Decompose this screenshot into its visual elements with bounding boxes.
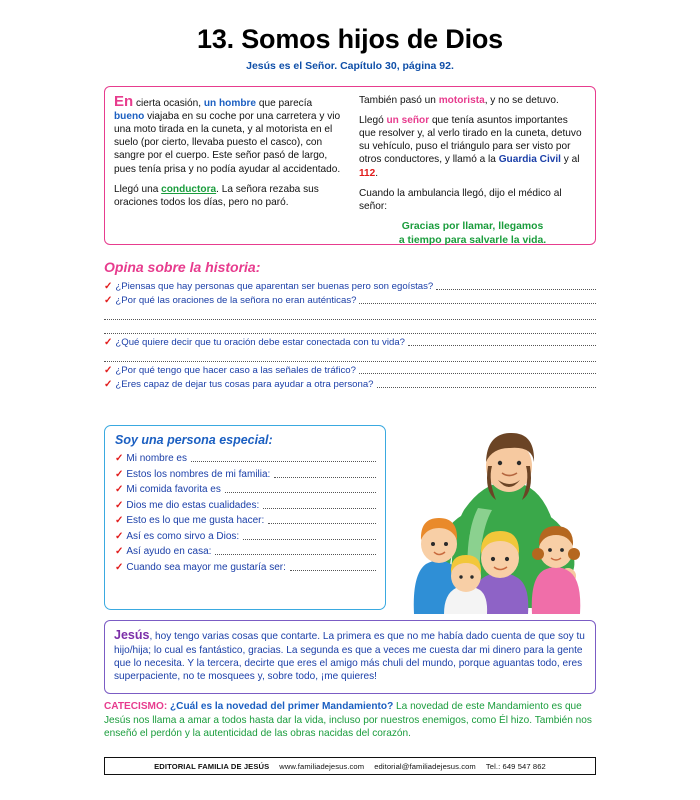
footer-bar: [104, 757, 596, 775]
story-text: También pasó un: [359, 95, 439, 106]
check-icon: ✓: [104, 295, 113, 306]
story-highlight: conductora: [161, 183, 217, 195]
page-subtitle: Jesús es el Señor. Capítulo 30, página 92.: [246, 60, 454, 72]
story-paragraph: [114, 183, 341, 209]
prayer-lead: Jesús: [114, 628, 150, 642]
story-paragraph: [359, 187, 586, 213]
story-text: , y no se detuvo.: [484, 95, 559, 106]
catechism-question: ¿Cuál es la novedad del primer Mandamiento?: [170, 701, 394, 712]
special-person-box: [104, 425, 386, 610]
story-text: Llegó: [359, 115, 387, 127]
check-icon: ✓: [104, 365, 113, 376]
special-person-row: [115, 453, 376, 464]
story-highlight: En: [114, 93, 134, 110]
answer-line[interactable]: [215, 547, 376, 555]
opinion-heading: Opina sobre la historia:: [104, 259, 261, 275]
catechism-section: [104, 700, 596, 741]
check-icon: ✓: [104, 379, 113, 390]
story-text: viajaba en su coche por una carretera y vio una moto tirada en la cuneta, y al motorista en el suelo (por cierto, llevaba puesto el casco), con sangre por el cuerpo. Este señor pasó de largo, pues tenía prisa y no podía ayudar al accidentado.: [114, 111, 341, 175]
answer-line[interactable]: [191, 454, 376, 462]
check-icon: ✓: [115, 499, 124, 511]
story-column-left: [105, 87, 350, 244]
answer-line[interactable]: [274, 470, 376, 478]
story-highlight: Guardia Civil: [498, 154, 561, 166]
opinion-section: [104, 259, 596, 393]
story-text: que tenía asuntos importantes que resolver y, al verlo tirado en la cuneta, detuvo su vehículo, puso el triángulo para ser visto por otros conductores, y llamó a la: [359, 115, 582, 166]
special-person-label: Mi comida favorita es: [126, 484, 221, 495]
prayer-box: [104, 620, 596, 694]
special-person-row: [115, 500, 376, 511]
opinion-question-row: [104, 337, 596, 348]
catechism-label: CATECISMO:: [104, 701, 168, 712]
story-text: . La señora rezaba sus oraciones todos los días, pero no paró.: [114, 183, 319, 208]
story-text: y al: [560, 154, 580, 166]
story-paragraph: [359, 114, 586, 180]
special-person-label: Estos los nombres de mi familia:: [126, 468, 271, 480]
special-person-label: Esto es lo que me gusta hacer:: [126, 515, 265, 526]
opinion-question-text: ¿Por qué tengo que hacer caso a las señales de tráfico?: [115, 365, 356, 376]
opinion-question-text: ¿Qué quiere decir que tu oración debe estar conectada con tu vida?: [115, 337, 405, 348]
story-highlight: un hombre: [203, 98, 257, 109]
story-highlight: motorista: [438, 95, 485, 106]
story-text: Cuando la ambulancia llegó, dijo el médico al señor:: [359, 187, 562, 212]
opinion-question-row: [104, 379, 596, 390]
special-person-row: [115, 546, 376, 557]
answer-line[interactable]: [104, 351, 596, 362]
doctor-quote-line: a tiempo para salvarle la vida.: [398, 234, 547, 246]
story-highlight: 112: [359, 167, 376, 179]
check-icon: ✓: [115, 453, 124, 464]
special-person-row: [115, 531, 376, 542]
special-person-row: [115, 562, 376, 573]
lesson-number: 13.: [197, 24, 234, 54]
check-icon: ✓: [115, 468, 124, 480]
doctor-quote: [359, 220, 586, 248]
footer-website[interactable]: www.familiadejesus.com: [279, 761, 365, 771]
answer-line[interactable]: [290, 563, 376, 571]
check-icon: ✓: [115, 515, 124, 526]
answer-line[interactable]: [104, 309, 596, 320]
check-icon: ✓: [115, 530, 124, 542]
page-header: [0, 0, 700, 72]
special-person-row: [115, 469, 376, 480]
answer-line[interactable]: [104, 323, 596, 334]
family-illustration: [392, 418, 596, 614]
special-person-label: Cuando sea mayor me gustaría ser:: [126, 561, 286, 573]
opinion-question-row: [104, 365, 596, 376]
answer-line[interactable]: [268, 516, 376, 524]
special-person-heading: Soy una persona especial:: [115, 433, 273, 447]
answer-line[interactable]: [377, 380, 596, 388]
story-box: [104, 86, 596, 245]
answer-line[interactable]: [408, 338, 596, 346]
footer-phone: Tel.: 649 547 862: [485, 761, 546, 771]
story-column-right: [350, 87, 595, 244]
special-person-list: [115, 453, 376, 573]
opinion-question-row: [104, 295, 596, 306]
check-icon: ✓: [115, 484, 124, 495]
page-title: [0, 24, 700, 55]
check-icon: ✓: [115, 561, 124, 573]
catechism-answer: La novedad de este Mandamiento es que Jesús nos llama a amar a todos hasta dar la vida, incluso por nuestros enemigos, como Él hizo. También nos enseñó el perdón y la autenticidad de las obras nacidas del corazón.: [104, 701, 592, 740]
special-person-label: Así es como sirvo a Dios:: [126, 530, 240, 542]
prayer-text: , hoy tengo varias cosas que contarte. La primera es que no me había dado cuenta de que soy tu hijo/hija; lo cual es fantástico, gracias. La segunda es que a veces me cuesta dar mi dinero para la gente que lo necesita. Y la tercera, decirte que eres el amigo más chuli del mundo, porque aguantas todo, eres superpaciente, no te mosquees y, sobre todo, ¡me quieres!: [114, 631, 585, 683]
footer-email[interactable]: editorial@familiadejesus.com: [374, 761, 476, 771]
opinion-question-row: [104, 281, 596, 292]
story-text: Llegó una: [114, 183, 162, 195]
answer-line[interactable]: [359, 296, 596, 304]
check-icon: ✓: [104, 281, 113, 292]
answer-line[interactable]: [436, 282, 596, 290]
opinion-question-text: ¿Eres capaz de dejar tus cosas para ayudar a otra persona?: [115, 379, 374, 390]
special-person-label: Mi nombre es: [126, 453, 187, 464]
story-text: cierta ocasión,: [133, 98, 204, 109]
special-person-label: Así ayudo en casa:: [126, 546, 212, 557]
check-icon: ✓: [104, 337, 113, 348]
check-icon: ✓: [115, 546, 124, 557]
answer-line[interactable]: [359, 366, 596, 374]
story-paragraph: [359, 94, 586, 107]
answer-line[interactable]: [243, 532, 376, 540]
opinion-question-text: ¿Piensas que hay personas que aparentan ser buenas pero son egoístas?: [115, 281, 434, 292]
footer-publisher: EDITORIAL FAMILIA DE JESÚS: [154, 761, 270, 771]
story-highlight: un señor: [386, 115, 430, 127]
story-text: que parecía: [256, 98, 313, 109]
special-person-row: [115, 515, 376, 526]
opinion-question-list: [104, 281, 596, 390]
lesson-title: Somos hijos de Dios: [241, 24, 503, 54]
special-person-row: [115, 484, 376, 495]
story-paragraph: [114, 94, 341, 176]
doctor-quote-line: Gracias por llamar, llegamos: [401, 220, 544, 232]
opinion-question-text: ¿Por qué las oraciones de la señora no eran auténticas?: [115, 295, 357, 306]
answer-line[interactable]: [263, 501, 376, 509]
story-highlight: bueno: [114, 111, 145, 123]
answer-line[interactable]: [225, 485, 376, 493]
special-person-label: Dios me dio estas cualidades:: [126, 499, 260, 511]
story-text: .: [375, 167, 379, 179]
